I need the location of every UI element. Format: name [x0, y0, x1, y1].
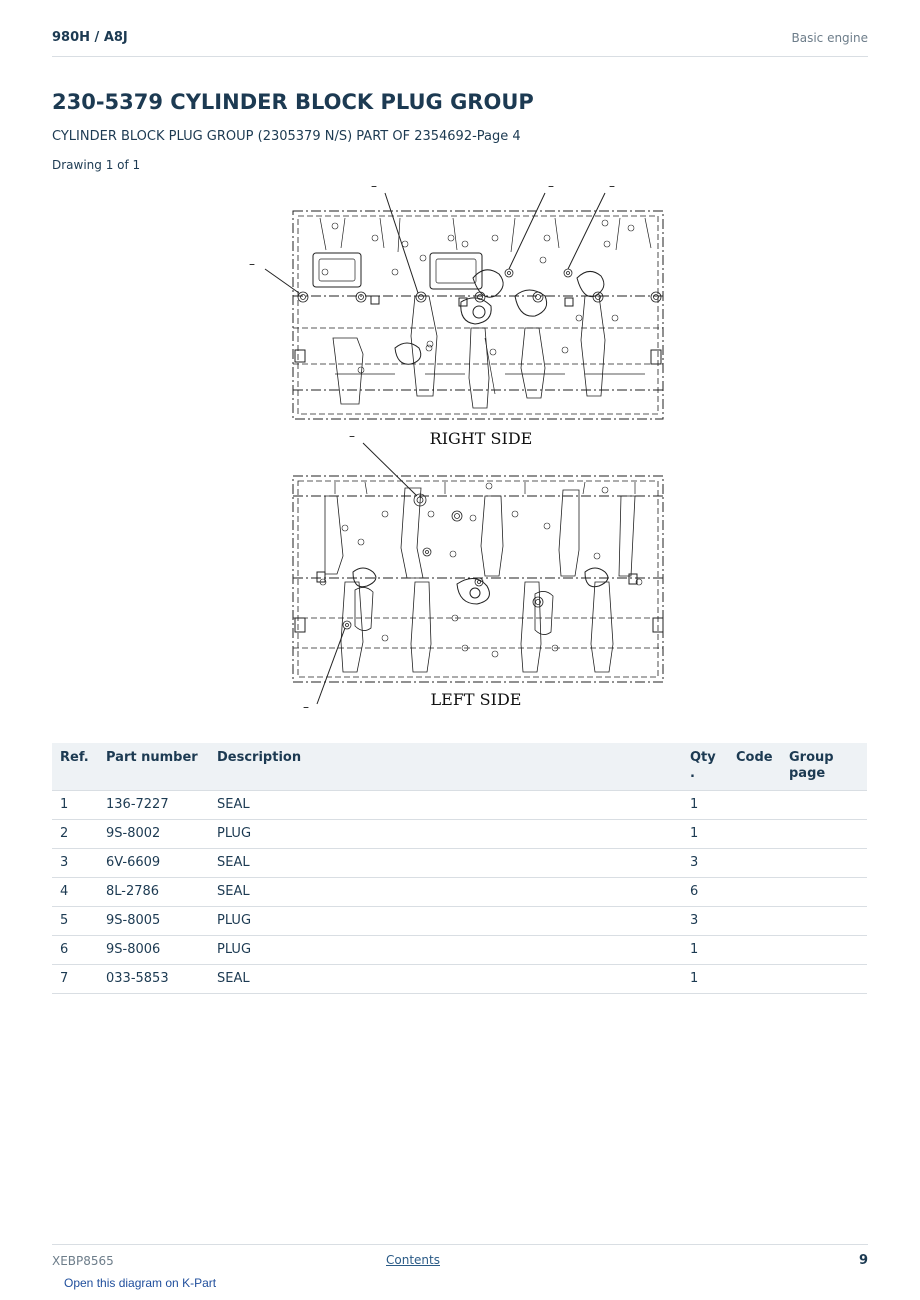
cell-description: SEAL	[209, 849, 682, 878]
table-row	[52, 878, 867, 907]
cell-qty: 1	[682, 820, 728, 849]
drawing-count: Drawing 1 of 1	[52, 158, 141, 172]
callout-mark: –	[371, 179, 377, 193]
callout-mark: –	[548, 179, 554, 193]
cell-ref: 5	[52, 907, 98, 936]
cell-code	[728, 936, 781, 965]
callout-mark: –	[349, 429, 355, 443]
cell-description: SEAL	[209, 965, 682, 994]
cell-part-number: 033-5853	[98, 965, 209, 994]
cell-qty: 1	[682, 965, 728, 994]
cell-part-number: 9S-8002	[98, 820, 209, 849]
cell-ref: 6	[52, 936, 98, 965]
cell-code	[728, 878, 781, 907]
cell-group-page	[781, 878, 867, 907]
cell-group-page	[781, 936, 867, 965]
table-row	[52, 936, 867, 965]
cell-part-number: 8L-2786	[98, 878, 209, 907]
parts-table	[52, 743, 867, 994]
parts-diagram-svg	[225, 178, 695, 718]
page-title: 230-5379 CYLINDER BLOCK PLUG GROUP	[52, 90, 534, 114]
cell-group-page	[781, 849, 867, 878]
cell-code	[728, 965, 781, 994]
page-footer	[52, 1244, 868, 1275]
cell-ref: 2	[52, 820, 98, 849]
cell-code	[728, 791, 781, 820]
table-row	[52, 791, 867, 820]
cell-description: PLUG	[209, 907, 682, 936]
callout-leaders	[265, 193, 605, 704]
callout-mark: –	[249, 257, 255, 271]
document-id: XEBP8565	[52, 1254, 114, 1268]
cell-part-number: 9S-8005	[98, 907, 209, 936]
header-code: Code	[728, 743, 781, 791]
header-ref: Ref.	[52, 743, 98, 791]
model-label: 980H / A8J	[52, 30, 128, 45]
table-row	[52, 820, 867, 849]
header-description: Description	[209, 743, 682, 791]
cell-qty: 3	[682, 907, 728, 936]
cell-qty: 1	[682, 936, 728, 965]
cell-part-number: 6V-6609	[98, 849, 209, 878]
cell-description: SEAL	[209, 878, 682, 907]
header-qty: Qty .	[682, 743, 728, 791]
page-header	[52, 28, 868, 57]
parts-diagram	[225, 178, 695, 718]
callout-mark: –	[303, 700, 309, 714]
section-label: Basic engine	[791, 31, 868, 45]
table-row	[52, 965, 867, 994]
cell-group-page	[781, 907, 867, 936]
right-side-label: RIGHT SIDE	[429, 429, 533, 448]
page-subtitle: CYLINDER BLOCK PLUG GROUP (2305379 N/S) PART OF 2354692-Page 4	[52, 129, 521, 144]
table-row	[52, 907, 867, 936]
open-kpart-link[interactable]: Open this diagram on K-Part	[64, 1276, 217, 1290]
cell-part-number: 136-7227	[98, 791, 209, 820]
contents-link[interactable]: Contents	[386, 1253, 440, 1267]
header-group-page: Group page	[781, 743, 867, 791]
cell-group-page	[781, 820, 867, 849]
table-header-row	[52, 743, 867, 791]
cell-qty: 6	[682, 878, 728, 907]
left-side-label: LEFT SIDE	[430, 690, 522, 709]
page-number: 9	[858, 1253, 868, 1268]
header-part-number: Part number	[98, 743, 209, 791]
right-side-block	[293, 211, 663, 419]
cell-ref: 4	[52, 878, 98, 907]
cell-qty: 3	[682, 849, 728, 878]
cell-ref: 3	[52, 849, 98, 878]
cell-part-number: 9S-8006	[98, 936, 209, 965]
callout-mark: –	[609, 179, 615, 193]
cell-code	[728, 907, 781, 936]
cell-description: SEAL	[209, 791, 682, 820]
cell-description: PLUG	[209, 820, 682, 849]
table-row	[52, 849, 867, 878]
cell-code	[728, 820, 781, 849]
cell-description: PLUG	[209, 936, 682, 965]
cell-group-page	[781, 965, 867, 994]
cell-code	[728, 849, 781, 878]
cell-ref: 7	[52, 965, 98, 994]
cell-qty: 1	[682, 791, 728, 820]
cell-group-page	[781, 791, 867, 820]
cell-ref: 1	[52, 791, 98, 820]
left-side-block	[293, 476, 663, 682]
